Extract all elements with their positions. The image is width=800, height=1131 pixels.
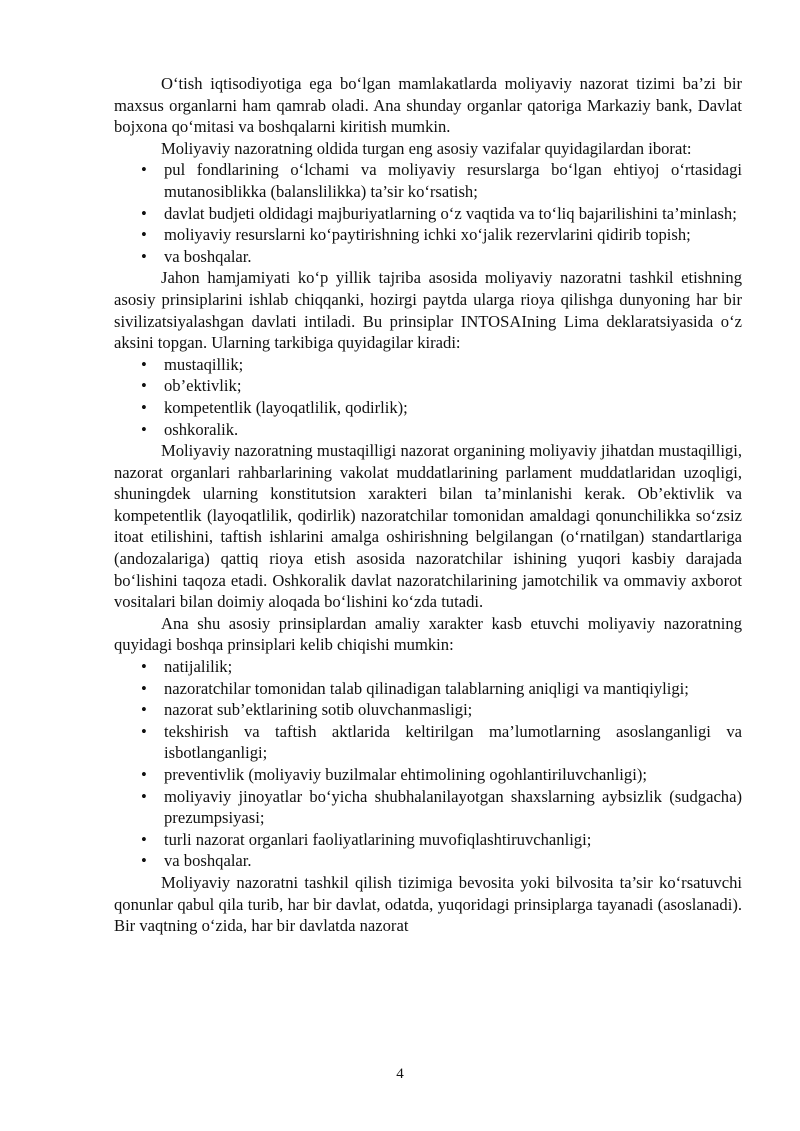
paragraph: Moliyaviy nazoratning oldida turgan eng asosiy vazifalar quyidagilardan iborat: — [161, 138, 692, 158]
paragraph: Moliyaviy nazoratni tashkil qilish tizimiga bevosita yoki bilvosita ta’sir ko‘rsatuvchi qonunlar qabul qila turib, har bir davlat, odatda, yuqoridagi prinsiplarga tayanadi (asoslanadi). Bir vaqtning o‘zida, har bir davlatda nazorat — [114, 872, 742, 936]
list-item — [114, 419, 742, 441]
bullet-icon: • — [141, 376, 147, 396]
list-item-text: moliyaviy resurslarni ko‘paytirishning ichki xo‘jalik rezervlarini qidirib topish; — [164, 225, 691, 245]
list-item-text: davlat budjeti oldidagi majburiyatlarning o‘z vaqtida va to‘liq bajarilishini ta’minlash; — [164, 203, 737, 223]
paragraph: Jahon hamjamiyati ko‘p yillik tajriba asosida moliyaviy nazoratni tashkil etishning asosiy prinsiplarini ishlab chiqqanki, hozirgi paytda ularga rioya qilishga dunyoning har bir sivilizatsiyalashgan davlati intiladi. Bu prinsiplar INTOSAIning Lima deklaratsiyasida o‘z aksini topgan. Ularning tarkibiga quyidagilar kiradi: — [114, 268, 742, 353]
list-item-text: va boshqalar. — [164, 246, 252, 266]
bullet-icon: • — [141, 657, 147, 677]
bullet-list — [114, 354, 742, 440]
paragraph: Ana shu asosiy prinsiplardan amaliy xarakter kasb etuvchi moliyaviy nazoratning quyidagi boshqa prinsiplari kelib chiqishi mumkin: — [114, 613, 742, 655]
list-item-text: turli nazorat organlari faoliyatlarining muvofiqlashtiruvchanligi; — [164, 829, 592, 849]
document-page — [114, 73, 742, 937]
paragraph: Moliyaviy nazoratning mustaqilligi nazorat organining moliyaviy jihatdan mustaqilligi, nazorat organlari rahbarlarining vakolat muddatlarining parlament muddatlaridan uzoqligi, shuningdek ularning konstitutsion xarakteri bilan ta’minlanishi kerak. Ob’ektivlik va kompetentlik (layoqatlilik, qodirlik) nazoratchilar tomonidan amaldagi qonunchilikka so‘zsiz itoat etilishini, taftish ishlarini amalga oshirishning belgilangan (o‘rnatilgan) standartlariga (andozalariga) qattiq rioya etish asosida nazoratchilar ishining yuqori kasbiy darajada bo‘lishini taqoza etadi. Oshkoralik davlat nazoratchilarining jamotchilik va ommaviy axborot vositalari bilan doimiy aloqada bo‘lishini ko‘zda tutadi. — [114, 441, 742, 612]
list-item — [114, 850, 742, 872]
list-item-text: preventivlik (moliyaviy buzilmalar ehtimolining ogohlantiriluvchanligi); — [164, 765, 647, 784]
bullet-list — [114, 656, 742, 872]
list-item-text: va boshqalar. — [164, 851, 252, 871]
bullet-icon: • — [141, 765, 147, 784]
list-item — [114, 159, 742, 202]
list-item — [114, 829, 742, 851]
bullet-list — [114, 159, 742, 267]
list-item-text: tekshirish va taftish aktlarida keltirilgan ma’lumotlarning asoslanganligi va isbotlanganligi; — [164, 721, 742, 763]
list-item — [114, 203, 742, 225]
bullet-icon: • — [141, 721, 147, 741]
list-item — [114, 397, 742, 419]
bullet-icon: • — [141, 203, 147, 223]
list-item-text: nazorat sub’ektlarining sotib oluvchanmasligi; — [164, 700, 473, 720]
list-item — [114, 246, 742, 268]
list-item — [114, 699, 742, 721]
bullet-icon: • — [141, 700, 147, 720]
bullet-icon: • — [141, 419, 147, 439]
bullet-icon: • — [141, 829, 147, 849]
bullet-icon: • — [141, 678, 147, 698]
list-item — [114, 786, 742, 829]
list-item-text: mustaqillik; — [164, 354, 244, 374]
bullet-icon: • — [141, 397, 147, 417]
bullet-icon: • — [141, 786, 147, 806]
page-number: 4 — [396, 1066, 404, 1082]
list-item — [114, 721, 742, 764]
bullet-icon: • — [141, 160, 147, 180]
list-item — [114, 224, 742, 246]
list-item-text: oshkoralik. — [164, 419, 239, 439]
list-item — [114, 764, 742, 786]
list-item — [114, 678, 742, 700]
list-item-text: moliyaviy jinoyatlar bo‘yicha shubhalanilayotgan shaxslarning aybsizlik (sudgacha) prezumpsiyasi; — [164, 786, 742, 828]
bullet-icon: • — [141, 354, 147, 374]
list-item-text: nazoratchilar tomonidan talab qilinadigan talablarning aniqligi va mantiqiyligi; — [164, 678, 689, 698]
list-item-text: ob’ektivlik; — [164, 376, 242, 396]
list-item-text: kompetentlik (layoqatlilik, qodirlik); — [164, 397, 408, 417]
list-item — [114, 656, 742, 678]
paragraph: O‘tish iqtisodiyotiga ega bo‘lgan mamlakatlarda moliyaviy nazorat tizimi ba’zi bir maxsus organlarni ham qamrab oladi. Ana shunday organlar qatoriga Markaziy bank, Davlat bojxona qo‘mitasi va boshqalarni kiritish mumkin. — [114, 74, 742, 137]
list-item-text: natijalilik; — [164, 657, 233, 677]
bullet-icon: • — [141, 225, 147, 245]
bullet-icon: • — [141, 246, 147, 266]
bullet-icon: • — [141, 851, 147, 871]
list-item — [114, 375, 742, 397]
list-item — [114, 354, 742, 376]
list-item-text: pul fondlarining o‘lchami va moliyaviy resurslarga bo‘lgan ehtiyoj o‘rtasidagi mutanosiblikka (balanslilikka) ta’sir ko‘rsatish; — [164, 160, 742, 201]
